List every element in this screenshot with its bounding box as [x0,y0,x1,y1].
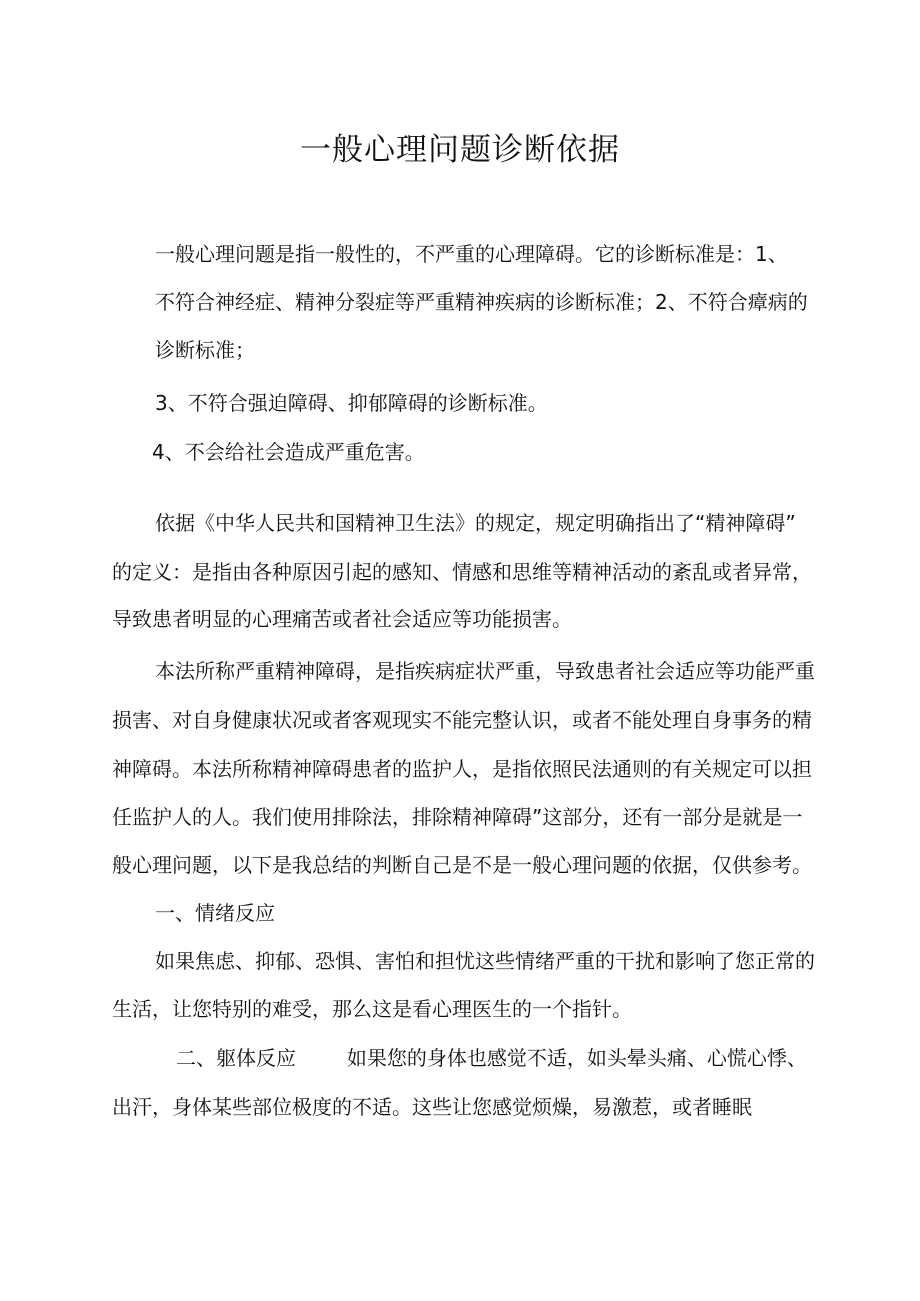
paragraph-line-10: 损害、对自身健康状况或者客观现实不能完整认识，或者不能处理自身事务的精 [112,708,812,732]
paragraph-line-11: 神障碍。本法所称精神障碍患者的监护人，是指依照民法通则的有关规定可以担 [112,757,812,781]
paragraph-line-2: 不符合神经症、精神分裂症等严重精神疾病的诊断标准；2、不符合瘴病的 [155,290,808,314]
paragraph-line-4: 3、不符合强迫障碍、抑郁障碍的诊断标准。 [155,391,548,415]
paragraph-line-12: 任监护人的人。我们使用排除法，排除精神障碍”这部分，还有一部分是就是一 [112,805,803,829]
paragraph-line-3: 诊断标准； [155,338,255,362]
paragraph-line-9: 本法所称严重精神障碍，是指疾病症状严重，导致患者社会适应等功能严重 [155,659,815,683]
document-title: 一般心理问题诊断依据 [300,132,620,168]
paragraph-line-18: 出汗，身体某些部位极度的不适。这些让您感觉烦燥，易激惹，或者睡眠 [112,1095,752,1119]
paragraph-line-1: 一般心理问题是指一般性的，不严重的心理障碍。它的诊断标准是：1、 [155,242,788,266]
paragraph-line-7: 的定义：是指由各种原因引起的感知、情感和思维等精神活动的紊乱或者异常， [112,560,812,584]
paragraph-line-16: 生活，让您特别的难受，那么这是看心理医生的一个指针。 [112,997,632,1021]
paragraph-line-13: 般心理问题，以下是我总结的判断自己是不是一般心理问题的依据，仅供参考。 [112,853,812,877]
section-heading-body: 二、躯体反应 如果您的身体也感觉不适，如头晕头痛、心慌心悸、 [176,1046,807,1070]
paragraph-line-5: 4、不会给社会造成严重危害。 [152,440,425,464]
paragraph-line-15: 如果焦虑、抑郁、恐惧、害怕和担忧这些情绪严重的干扰和影响了您正常的 [155,949,815,973]
paragraph-line-6: 依据《中华人民共和国精神卫生法》的规定，规定明确指出了“精神障碍” [155,511,796,535]
section-heading-emotion: 一、情绪反应 [155,901,275,925]
paragraph-line-8: 导致患者明显的心理痛苦或者社会适应等功能损害。 [112,607,572,631]
